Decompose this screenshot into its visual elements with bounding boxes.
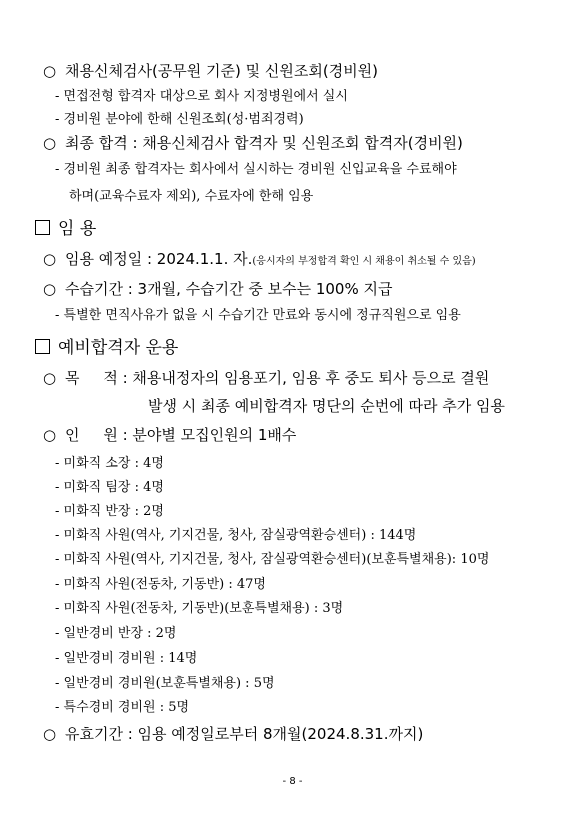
dash-line: - 특별한 면직사유가 없을 시 수습기간 만료와 동시에 정규직원으로 임용: [55, 308, 461, 323]
bullet-purpose: [43, 371, 489, 386]
dash-line: - 경비원 최종 합격자는 회사에서 실시하는 경비원 신입교육을 수료해야: [55, 162, 457, 177]
checkbox-square-icon: [35, 220, 50, 235]
bullet-text: 채용신체검사(공무원 기준) 및 신원조회(경비원): [65, 62, 379, 80]
list-item: - 미화직 소장 : 4명: [55, 456, 164, 471]
page-number: - 8 -: [282, 776, 303, 787]
heading-text: 예비합격자 운용: [58, 338, 179, 358]
list-item: - 미화직 팀장 : 4명: [55, 480, 164, 495]
bullet-circle: ○: [43, 280, 57, 298]
date-note: (응시자의 부정합격 확인 시 채용이 취소될 수 있음): [252, 256, 476, 267]
bullet-circle: ○: [43, 62, 57, 80]
dash-line: - 면접전형 합격자 대상으로 회사 지정병원에서 실시: [55, 89, 348, 104]
list-item: - 미화직 사원(전동차, 기동반) : 47명: [55, 577, 266, 592]
section-heading-reserve: [35, 339, 178, 357]
bullet-circle: ○: [43, 134, 57, 152]
bullet-circle: ○: [43, 250, 57, 268]
list-item: - 일반경비 반장 : 2명: [55, 626, 177, 641]
bullet-circle: ○: [43, 369, 57, 387]
list-item: - 미화직 사원(역사, 기지건물, 청사, 잠실광역환승센터)(보훈특별채용): 10명: [55, 552, 490, 567]
bullet-text: 임용 예정일 : 2024.1.1. 자.: [65, 250, 253, 268]
list-item: - 미화직 사원(역사, 기지건물, 청사, 잠실광역환승센터) : 144명: [55, 528, 417, 543]
heading-text: 임 용: [58, 219, 97, 239]
bullet-circle: ○: [43, 426, 57, 444]
purpose-continued: 발생 시 최종 예비합격자 명단의 순번에 따라 추가 임용: [148, 397, 505, 415]
bullet-staff: [43, 428, 296, 443]
list-item: - 특수경비 경비원 : 5명: [55, 700, 190, 715]
bullet-validity: [43, 727, 423, 742]
bullet-text: 최종 합격 : 채용신체검사 합격자 및 신원조회 합격자(경비원): [65, 134, 463, 152]
bullet-health-check: [43, 64, 378, 79]
bullet-circle: ○: [43, 725, 57, 743]
bullet-text: 수습기간 : 3개월, 수습기간 중 보수는 100% 지급: [65, 280, 393, 298]
list-item: - 일반경비 경비원 : 14명: [55, 651, 198, 666]
list-item: - 미화직 사원(전동차, 기동반)(보훈특별채용) : 3명: [55, 601, 344, 616]
dash-line-cont: 하며(교육수료자 제외), 수료자에 한해 임용: [69, 189, 314, 204]
bullet-text: 유효기간 : 임용 예정일로부터 8개월(2024.8.31.까지): [65, 725, 424, 743]
list-item: - 일반경비 경비원(보훈특별채용) : 5명: [55, 676, 275, 691]
checkbox-square-icon: [35, 339, 50, 354]
bullet-training: [43, 282, 392, 297]
bullet-text: 인 원 : 분야별 모집인원의 1배수: [65, 426, 297, 444]
bullet-final-pass: [43, 136, 463, 151]
bullet-text: 목 적 : 채용내정자의 임용포기, 임용 후 중도 퇴사 등으로 결원: [65, 369, 490, 387]
section-heading-appointment: [35, 220, 96, 238]
dash-line: - 경비원 분야에 한해 신원조회(성·범죄경력): [55, 112, 304, 127]
bullet-appoint-date: [43, 252, 476, 267]
list-item: - 미화직 반장 : 2명: [55, 504, 164, 519]
